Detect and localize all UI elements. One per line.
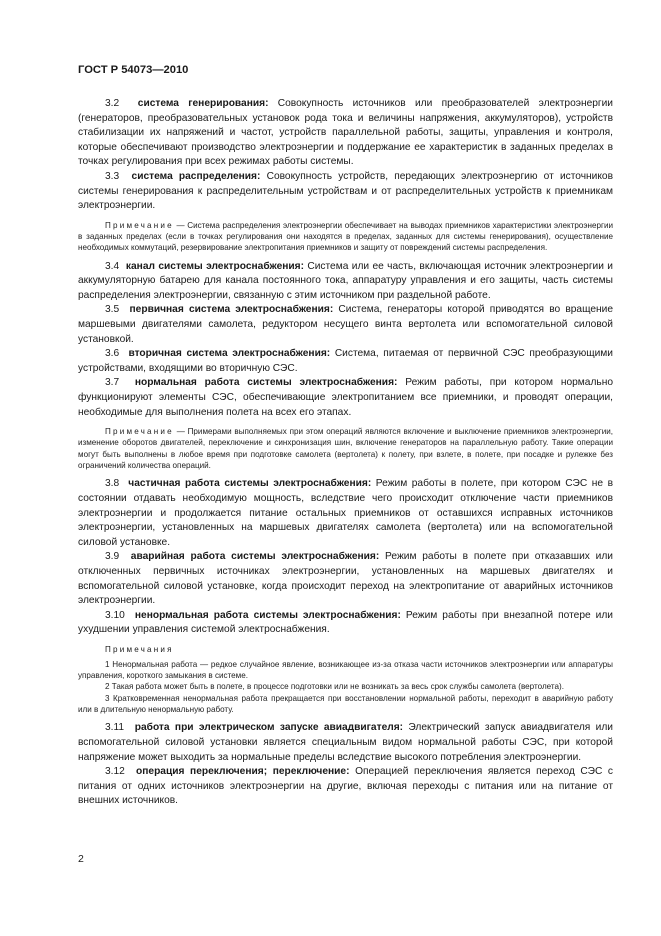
note-label: Примечание [105,427,174,437]
clause-text: Режим работы, при котором нормально функционируют элементы СЭС, обеспечивающие электропитанием все приемники, и проводят операции, необходимые для выполнения полета на всех его этапах. [78,377,613,418]
clause-term: аварийная работа системы электроснабжения: [130,551,380,563]
clause-number: 3.8 [105,478,120,490]
clause-3-5 [78,303,613,347]
clause-term: работа при электрическом запуске авиадвигателя: [134,722,404,734]
clause-term: система генерирования: [137,98,269,109]
document-header: ГОСТ Р 54073—2010 [78,64,189,76]
clause-3-12 [78,765,613,809]
clause-text: Режим работы в полете, при котором СЭС не в состоянии отдавать необходимую мощность, вследствие чего происходит отключение части приемников электроэнергии и продолжается питание остальных приемников от оставшихся исправных источников электроэнергии, установленных на маршевых двигателях самолета (вертолета) или на вспомогательной силовой установке. [78,478,614,548]
clause-text: Совокупность устройств, передающих электроэнергию от источников системы генерирования к распределительным устройствам и от распределительных устройств к приемникам электроэнергии. [78,170,614,212]
clause-3-11 [78,721,613,765]
clause-number: 3.7 [105,377,120,389]
clause-number: 3.5 [105,304,120,316]
clause-number: 3.4 [105,260,120,272]
clause-text: Система или ее часть, включающая источник электроэнергии и аккумуляторную батарею для канала постоянного тока, аппаратуру управления и его защиты, часть системы распределения электроэнергии, связанную с этим источником при раздельной работе. [78,260,613,301]
clause-3-7 [78,376,613,420]
clause-number: 3.12 [105,766,125,778]
clause-3-6 [78,347,613,376]
clause-3-9 [78,550,613,608]
note-3-7 [78,426,613,471]
clause-term: частичная работа системы электроснабжения: [128,478,372,490]
clause-3-2 [78,97,613,170]
clause-number: 3.3 [105,170,120,182]
clause-3-8 [78,477,613,550]
clause-text: Совокупность источников или преобразователей электроэнергии (генераторов, преобразовательных установок рода тока и величины напряжения, аккумуляторов), устройств стабилизации их напряжений и частот, устройств параллельной работы, защиты, управления и контроля, которые обеспечивают производство электроэнергии и поддержание ее характеристик в заданных пределах в точках регулирования при всех режимах работы системы. [78,98,613,168]
clause-term: нормальная работа системы электроснабжения: [134,377,398,389]
note-3-10-1: 1 Ненормальная работа — редкое случайное явление, возникающее из-за отказа части источников электроэнергии или аппаратуры управления, короткого замыкания в системе. [78,659,613,681]
clause-number: 3.9 [105,551,120,563]
clause-term: канал системы электроснабжения: [125,260,304,272]
note-label: Примечание [105,220,174,230]
clause-number: 3.2 [105,98,120,109]
clause-text: Система, питаемая от первичной СЭС преобразующими устройствами, входящими во вторичную СЭС. [78,348,613,374]
clause-3-3 [78,170,613,214]
clause-text: Операцией переключения является переход СЭС с питания от одних источников электроэнергии на другие, включая переходы с питания или на питание от внешних источников. [78,766,613,807]
clause-text: Электрический запуск авиадвигателя или вспомогательной силовой установки является специальным видом нормальной работы СЭС, при которой напряжение может выходить за нормальные пределы вследствие высокого потребления электроэнергии. [78,722,613,763]
clause-term: вторичная система электроснабжения: [128,348,331,360]
clause-3-10 [78,609,613,638]
clause-term: система распределения: [131,170,261,182]
note-3-3 [78,220,613,254]
clause-term: первичная система электроснабжения: [129,304,334,316]
clause-number: 3.11 [105,722,125,734]
clause-term: ненормальная работа системы электроснабжения: [134,609,401,621]
page-number: 2 [78,853,84,865]
note-3-10-2: 2 Такая работа может быть в полете, в процессе подготовки или не возникать за весь срок службы самолета (вертолета). [105,682,564,692]
notes-title: Примечания [105,644,174,654]
clause-term: операция переключения; переключение: [136,766,350,778]
clause-text: Система, генераторы которой приводятся во вращение маршевыми двигателями самолета, редуктором несущего винта вертолета или вспомогательной силовой установкой. [78,304,614,345]
note-3-10-3: 3 Кратковременная ненормальная работа прекращается при восстановлении нормальной работы, переходит в аварийную работу или в длительную ненормальную работу. [78,693,613,715]
clause-text: Режим работы в полете при отказавших или отключенных первичных источниках электроэнергии, установленных на маршевых двигателях и вспомогательной силовой установке, когда происходит переход на электропитание от аварийных источников электроэнергии. [78,551,613,607]
clause-number: 3.6 [105,348,120,360]
clause-number: 3.10 [105,609,125,621]
clause-text: Режим работы при внезапной потере или ухудшении управления системой электроснабжения. [78,609,613,636]
note-text: — Система распределения электроэнергии обеспечивает на выводах приемников характеристики электроэнергии в заданных пределах (если в точках регулирования они находятся в пределах, заданных для системы генерирования), осуществление необходимых коммутаций, резервирование электропитания приемников и защиту от повреждений системы распределения. [78,220,613,253]
clause-3-4 [78,260,613,304]
note-text: — Примерами выполняемых при этом операций являются включение и выключение приемников электроэнергии, изменение оборотов двигателей, переключение и синхронизация шин, включение генераторов на параллельную работу. Такие операции могут быть выполнены в любое время при подготовке самолета (вертолета) к полету, при взлете, в полете, при посадке и рулежке без ограничений количества операций. [78,427,613,471]
